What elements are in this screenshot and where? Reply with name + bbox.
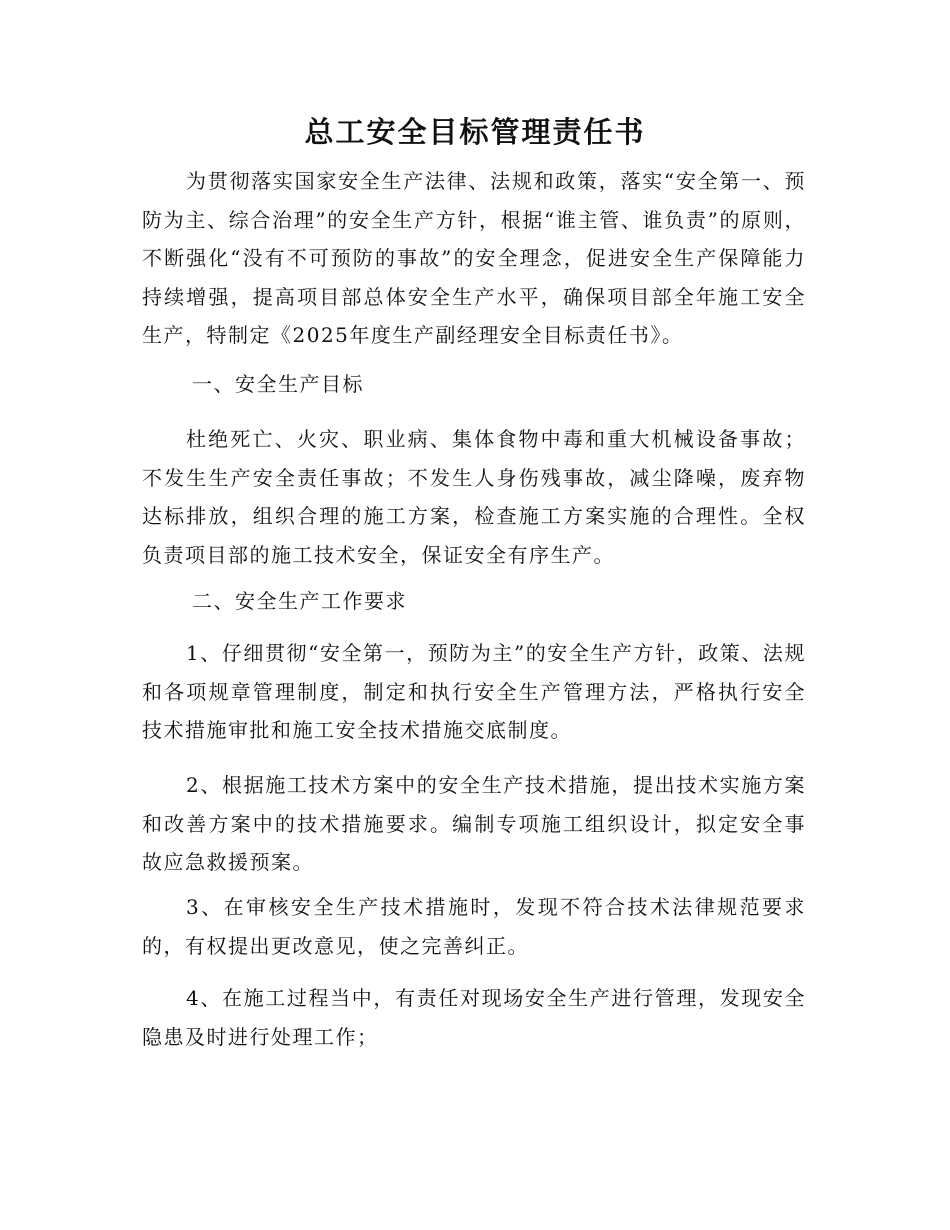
intro-paragraph: 为贯彻落实国家安全生产法律、法规和政策，落实“安全第一、预防为主、综合治理”的安全生产方针，根据“谁主管、谁负责”的原则，不断强化“没有不可预防的事故”的安全理念，促进安全生产保障能力持续增强，提高项目部总体安全生产水平，确保项目部全年施工安全生产，特制定《2025年度生产副经理安全目标责任书》。 (142, 169, 806, 347)
requirement-item-3: 3、在审核安全生产技术措施时，发现不符合技术法律规范要求的，有权提出更改意见，使之完善纠正。 (142, 895, 806, 958)
safety-goals-paragraph: 杜绝死亡、火灾、职业病、集体食物中毒和重大机械设备事故；不发生生产安全责任事故；不发生人身伤残事故，减尘降噪，废弃物达标排放，组织合理的施工方案，检查施工方案实施的合理性。全权负责项目部的施工技术安全，保证安全有序生产。 (142, 427, 806, 567)
section-heading-work-requirements: 二、安全生产工作要求 (192, 589, 407, 613)
section-heading-safety-goals: 一、安全生产目标 (192, 372, 364, 396)
requirement-item-4: 4、在施工过程当中，有责任对现场安全生产进行管理，发现安全隐患及时进行处理工作； (142, 986, 806, 1049)
requirement-item-1: 1、仔细贯彻“安全第一，预防为主”的安全生产方针，政策、法规和各项规章管理制度，制定和执行安全生产管理方法，严格执行安全技术措施审批和施工安全技术措施交底制度。 (142, 641, 806, 742)
requirement-item-2: 2、根据施工技术方案中的安全生产技术措施，提出技术实施方案和改善方案中的技术措施要求。编制专项施工组织设计，拟定安全事故应急救援预案。 (142, 773, 806, 874)
document-title: 总工安全目标管理责任书 (304, 115, 646, 149)
